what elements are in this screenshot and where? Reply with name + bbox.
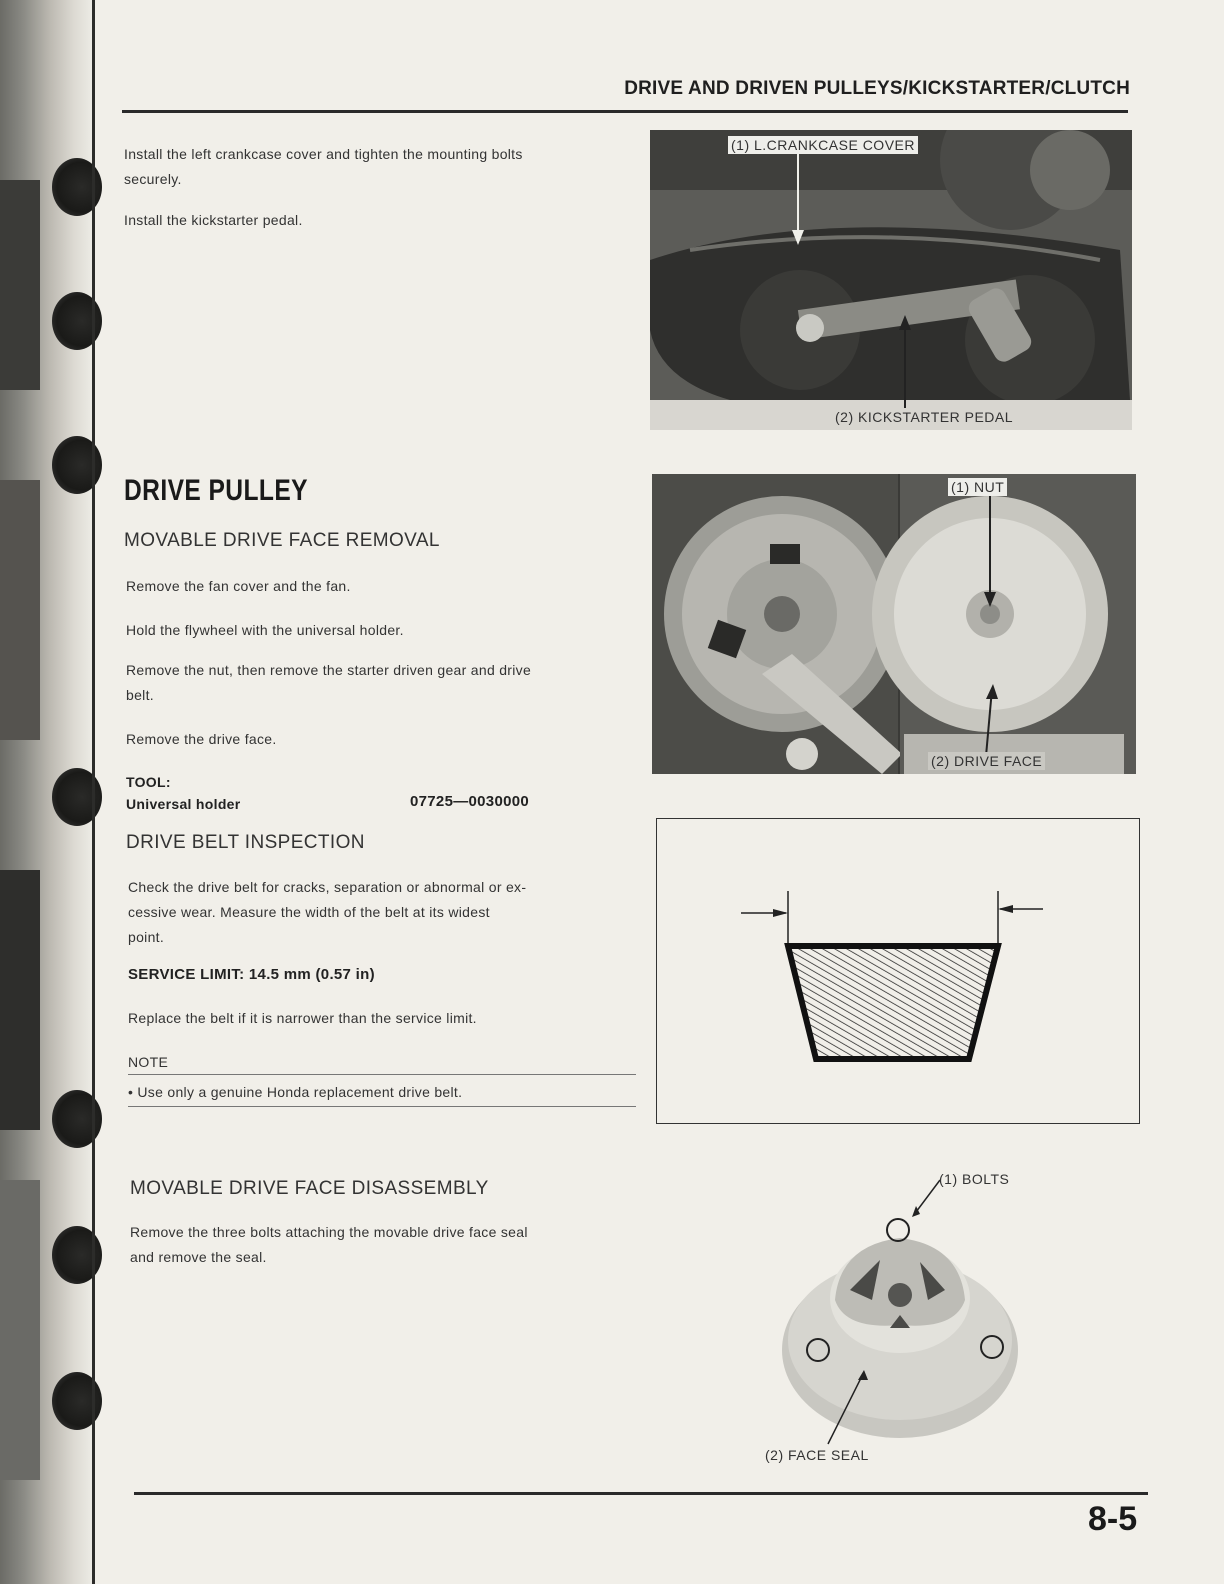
belt-profile <box>788 946 998 1059</box>
install-cover-text <box>124 142 644 192</box>
install-pedal-text: Install the kickstarter pedal. <box>124 212 303 228</box>
dimension-arrowhead <box>998 905 1013 913</box>
dimension-arrowhead <box>773 909 788 917</box>
subsection-title-belt-inspection: DRIVE BELT INSPECTION <box>126 832 365 853</box>
crankcase-cover-illustration <box>650 130 1132 430</box>
disassembly-text <box>130 1220 650 1270</box>
text-line: point. <box>128 929 165 945</box>
text-line: Remove the three bolts attaching the movable drive face seal <box>130 1224 528 1240</box>
replace-belt-text: Replace the belt if it is narrower than the service limit. <box>128 1010 477 1026</box>
label-bolts: (1) BOLTS <box>939 1171 1010 1187</box>
label-nut: (1) NUT <box>948 478 1007 496</box>
binder-strip <box>0 480 40 740</box>
crankcase-cover-photo <box>650 130 1132 430</box>
bolt-marker <box>887 1219 909 1241</box>
binder-edge <box>0 0 92 1584</box>
section-title-drive-pulley: DRIVE PULLEY <box>124 474 308 507</box>
note-rule-bottom <box>128 1106 636 1107</box>
tool-label: TOOL: <box>126 774 171 790</box>
tool-number: 07725—0030000 <box>410 793 530 810</box>
text-line: Install the left crankcase cover and tighten the mounting bolts <box>124 146 523 162</box>
drive-face-illustration <box>652 474 1136 774</box>
text-line: securely. <box>124 171 182 187</box>
belt-width-diagram <box>656 818 1140 1124</box>
label-face-seal: (2) FACE SEAL <box>765 1447 869 1463</box>
footer-rule <box>134 1492 1148 1495</box>
step-remove-nut <box>126 658 646 708</box>
note-label: NOTE <box>128 1054 169 1070</box>
note-rule-top <box>128 1074 636 1075</box>
text-line: Remove the nut, then remove the starter driven gear and drive <box>126 662 532 678</box>
tool-name: Universal holder <box>126 796 241 812</box>
label-crankcase-cover: (1) L.CRANKCASE COVER <box>728 136 918 154</box>
page-number: 8-5 <box>1088 1500 1138 1538</box>
binder-strip <box>0 870 40 1130</box>
step-remove-drive-face: Remove the drive face. <box>126 731 277 747</box>
service-limit: SERVICE LIMIT: 14.5 mm (0.57 in) <box>128 966 375 983</box>
belt-cross-section-illustration <box>657 819 1141 1125</box>
binder-strip <box>0 180 40 390</box>
drive-face-photo <box>652 474 1136 774</box>
text-line: belt. <box>126 687 154 703</box>
label-drive-face: (2) DRIVE FACE <box>928 752 1045 770</box>
text-line: Check the drive belt for cracks, separation or abnormal or ex- <box>128 879 527 895</box>
face-seal-figure <box>740 1150 1140 1480</box>
page-header-title: DRIVE AND DRIVEN PULLEYS/KICKSTARTER/CLUTCH <box>624 78 1130 99</box>
binder-strip <box>0 1180 40 1480</box>
note-item: • Use only a genuine Honda replacement drive belt. <box>128 1084 463 1100</box>
step-fan-cover: Remove the fan cover and the fan. <box>126 578 351 594</box>
subsection-title-disassembly: MOVABLE DRIVE FACE DISASSEMBLY <box>130 1178 489 1199</box>
face-seal-illustration <box>740 1150 1140 1480</box>
text-line: cessive wear. Measure the width of the belt at its widest <box>128 904 490 920</box>
step-hold-flywheel: Hold the flywheel with the universal holder. <box>126 622 404 638</box>
header-rule <box>122 110 1128 113</box>
subsection-title-removal: MOVABLE DRIVE FACE REMOVAL <box>124 530 440 551</box>
label-kickstarter-pedal: (2) KICKSTARTER PEDAL <box>832 408 1016 426</box>
belt-inspection-text <box>128 875 636 950</box>
text-line: and remove the seal. <box>130 1249 267 1265</box>
page-spine <box>92 0 95 1584</box>
